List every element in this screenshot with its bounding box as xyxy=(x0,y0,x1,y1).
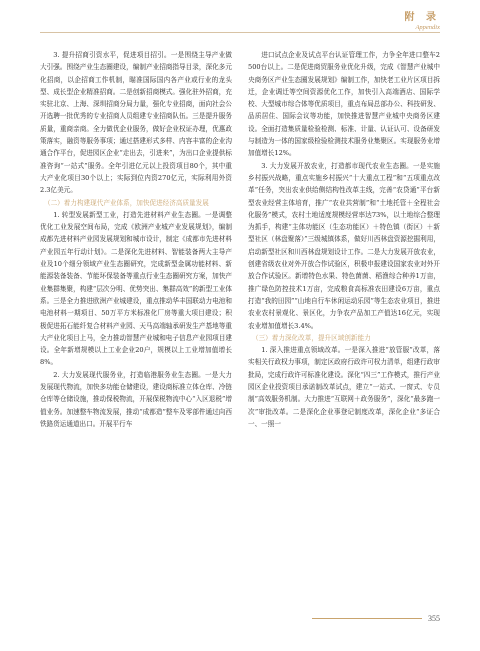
left-column xyxy=(40,49,232,609)
page-footer xyxy=(312,614,440,623)
body-paragraph: 1. 深入推进重点领域改革。一是深入推进“放管服”改革，落实相关行政权力事项，制定区政府行政许可权力清单，组建行政审批局，完成行政许可标准化建设。深化“四三”工作模式，推行产业园区企业投资项目承诺制改革试点，建立“一站式、一窗式、专员制”高效服务机制。大力推进“互联网＋政务服务”，深化“最多跑一次”审批改革。二是深化企业事登记制度改革，深化企业“多证合一、一照一 xyxy=(248,346,440,428)
body-columns xyxy=(40,49,440,609)
body-paragraph: 进口试点企业及试点平台认证管理工作，力争全年进口整车2500台以上。二是促进商贸服务业优化升级，完成《智慧产业城中央商务区产业生态圈发展规划》编制工作，加快老工业片区项目拆迁，企业调迁等空间资源优化工作，加快引入高端酒店、国际学校、大型城市综合体等优质项目，重点布局总部办公、科技研发、品质居住、国际会议等功能，加快推进智慧产业城中央商务区建设。全面打造集质量检验检测、标准、计量、认证认可、设备研发与制造为一体的国家级检验检测技术服务业集聚区。实现服务业增加值增长12%。 xyxy=(248,51,440,158)
section-subheading: （二）着力构建现代产业体系，加快促进经济高质量发展 xyxy=(44,198,209,207)
section-subheading: （三）着力深化改革，提升区域创新能力 xyxy=(252,333,371,342)
running-header xyxy=(405,8,440,31)
page-number: 355 xyxy=(428,614,440,623)
header-title: 附 录 xyxy=(404,12,440,23)
header-divider xyxy=(40,32,440,33)
body-paragraph: 3. 大力发展开放农业，打造都市现代农业生态圈。一是实施乡村振兴战略，重点实施乡村振兴“十大重点工程”和“五项重点改革”任务，突出农业供给侧结构性改革主线，完善“农贷通”平台新型农业经营主体培育，推广“农业共营制”和“土地托管＋全程社会化服务”模式，农村土地适度规模经营率达73%，以土地综合整理为抓手，构建“主体功能区（生态功能区）＋特色镇（街区）＋新型社区（林盘聚落）”三级城镇体系，做好川西林盘资源挖掘利用，启动新型社区和川西林盘规划设计工作。二是大力发展开放农业，创建省级农业对外开放合作试验区，积极申报建设国家农业对外开放合作试验区。新增特色水果、特色菌菌、稻渔综合种养1万亩，推广绿色防控技术1万亩，完成粮食高标准农田建设6万亩，重点打造“我的田园”“山地自行车休闲运动乐园”等生态农业项目，推进农业农村景观化、景区化，力争农产品加工产值达16亿元，实现农业增加值增长3.4%。 xyxy=(248,161,440,330)
right-column xyxy=(248,49,440,609)
body-paragraph: 3. 提升招商引资水平，促进项目招引。一是围绕主导产业做大引强。围绕产业生态圈建设，编制产业招商指导目录，深化多元化招商，以企招商工作机制，瞄准国际国内各产业或行业的龙头型、成长型企业精准招商。二是创新招商模式。强化驻外招商，充实驻北京、上海、深圳招商分局力量，强化专业招商，面向社会公开选聘一批优秀的专业招商人员组建专业招商队伍。三是提升服务质量，重商亲商。全力做优企业服务，做好企业权证办理，优惠政策落实，融资等服务事项；通过搭建形式多样、内容丰富的企业沟通合作平台，促进园区企业“走出去，引进来”，为出口企业提供标准咨询“一站式”服务。全年引进亿元以上投资项目80个，其中重大产业化项目30个以上；实际到位内资270亿元，实际利用外资2.3亿美元。 xyxy=(40,51,232,195)
header-subtitle: Appendix xyxy=(415,24,440,31)
footer-rule xyxy=(312,618,422,619)
body-paragraph: 1. 转型发展新型工业，打造先进材料产业生态圈。一是调整优化工业发展空间布局，完成《欧洲产业城产业发展规划》，编制成都先进材料产业园发展规划和城市设计，制定《成都市先进材料产业园五年行动计划》。二是深化先进材料、智能装备两大主导产业及10个细分领域产业生态圈研究，完成新型金属功能材料、新能源装备装备、节能环保装备等重点行业生态圈研究方案，加快产业集群集聚，构建“层次分明、优势突出、集群高效”的新型工业体系。三是全力推进欧洲产业城建设，重点推动华丰国联动力电池和电池材料一期项目、50万平方米标准化厂房等重大项目建设；积极促进拓石能纤复合材料产业园、天马高端轴承研发生产基地等重大产业化项目上马，全力推动智慧产业城和电子信息产业园项目建设。全年新增规模以上工业企业20户，规模以上工业增加值增长8%。 xyxy=(40,210,232,367)
body-paragraph: 2. 大力发展现代服务业，打造临港服务业生态圈。一是大力发展现代物流，加快多功能仓储建设，建设商标准立体仓库、冷链仓库等仓储设施，推动保税物流，开展保税物流中心“入区退税”增值业务。加速整车物流发展，推动“成都造”整车及零部件通过向西铁路货运通道出口。开展平行车 xyxy=(40,370,232,428)
